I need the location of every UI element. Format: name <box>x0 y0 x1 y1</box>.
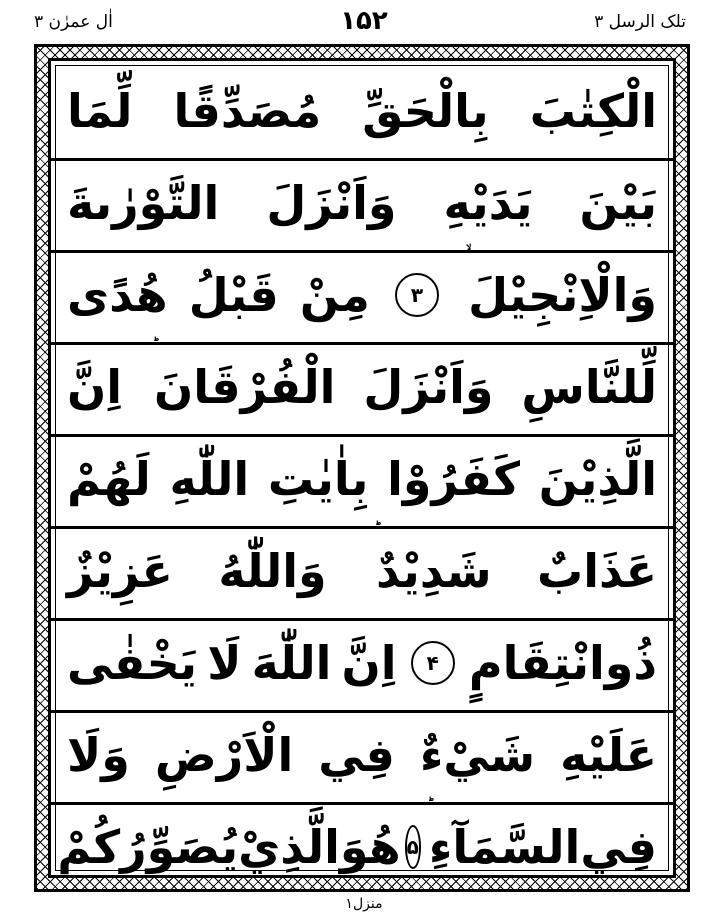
word: شَيْءٌ <box>419 728 536 782</box>
text-line-2 <box>57 159 667 247</box>
word: التَّوْرٰىةَ <box>67 176 220 230</box>
word <box>464 268 657 322</box>
word: وَاَنْزَلَ <box>266 176 397 230</box>
word: فِي <box>318 728 395 782</box>
text-line-8 <box>57 711 667 799</box>
ayah-number-marker: ۳ <box>395 273 439 317</box>
ayah-number-marker: ۵ <box>405 825 421 869</box>
word: اِنَّ <box>67 360 123 414</box>
word: يُصَوِّرُكُمْ <box>57 820 239 874</box>
word: عَذَابٌ <box>537 544 657 598</box>
word: الْكِتٰبَ <box>529 84 657 138</box>
word <box>372 544 492 598</box>
word: وَاَنْزَلَ <box>363 360 494 414</box>
word: وَلَا <box>67 728 130 782</box>
verse-lines <box>51 61 673 875</box>
word: هُدًى <box>67 268 168 322</box>
text-line-7 <box>57 619 667 707</box>
word: كَفَرُوْا <box>387 452 520 506</box>
word: عَلَيْهِ <box>560 728 657 782</box>
word: الْاَرْضِ <box>154 728 294 782</box>
surah-name: اٰل عمرٰن ۳ <box>34 12 113 32</box>
word: بَيْنَ <box>579 176 657 230</box>
word: ذُوانْتِقَامٍ <box>468 636 657 690</box>
word: لَا <box>207 636 242 690</box>
word: مُصَدِّقًا <box>173 84 322 138</box>
juz-name: تلک الرسل ۳ <box>594 12 686 32</box>
word: لَهُمْ <box>67 452 151 506</box>
word: اللّٰهِ <box>169 452 250 506</box>
page-header <box>0 0 728 44</box>
word: مِنْ <box>299 268 370 322</box>
word: وَالْاِنْجِيْلَ <box>468 268 657 322</box>
word: السَّمَآءِ <box>428 820 581 874</box>
word: شَدِيْدٌ <box>375 544 492 598</box>
text-line-4 <box>57 343 667 431</box>
word: الَّذِيْنَ <box>538 452 657 506</box>
text-line-9 <box>57 803 667 891</box>
word: فِي <box>580 820 657 874</box>
word: لِّمَا <box>67 84 133 138</box>
page-number: ۱۵۲ <box>340 6 388 36</box>
word: يَدَيْهِ <box>443 176 533 230</box>
word: عَزِيْزٌ <box>67 544 173 598</box>
word: هُوَالَّذِيْ <box>238 820 401 874</box>
word: اِنَّ <box>341 636 397 690</box>
word: اللّٰهَ <box>251 636 332 690</box>
text-line-6 <box>57 527 667 615</box>
word: بِالْحَقِّ <box>362 84 489 138</box>
word <box>150 360 336 414</box>
ornamental-border <box>34 44 690 892</box>
word: يَخْفٰى <box>67 636 198 690</box>
text-panel <box>48 58 676 878</box>
word <box>425 820 581 874</box>
word: وَاللّٰهُ <box>218 544 327 598</box>
text-line-3 <box>57 251 667 339</box>
text-line-5 <box>57 435 667 523</box>
manzil-label: منزل۱ <box>345 896 383 912</box>
word: قَبْلُ <box>188 268 279 322</box>
word: الْفُرْقَانَ <box>153 360 336 414</box>
word: بِاٰيٰتِ <box>267 452 369 506</box>
ayah-number-marker: ۴ <box>411 641 455 685</box>
text-line-1 <box>57 67 667 155</box>
word: لِّلنَّاسِ <box>521 360 657 414</box>
